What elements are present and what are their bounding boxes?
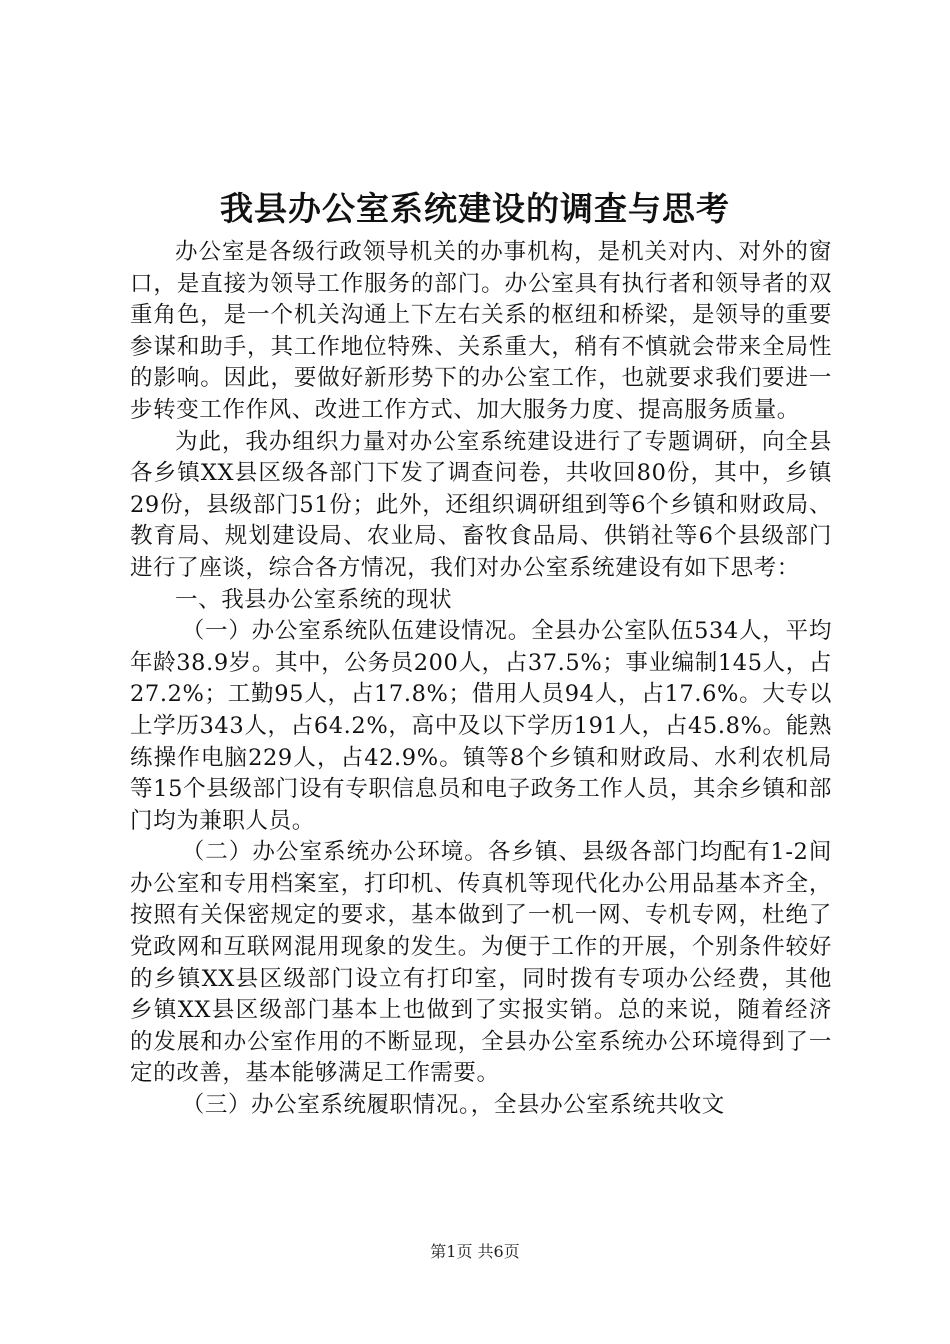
- paragraph-office-environment: （二）办公室系统办公环境。各乡镇、县级各部门均配有1-2间办公室和专用档案室，打印机、传真机等现代化办公用品基本齐全，按照有关保密规定的要求，基本做到了一机一网、专机专网，杜绝了党政网和互联网混用现象的发生。为便于工作的开展，个别条件较好的乡镇XX县区级部门设立有打印室，同时拨有专项办公经费，其他乡镇XX县区级部门基本上也做到了实报实销。总的来说，随着经济的发展和办公室作用的不断显现，全县办公室系统办公环境得到了一定的改善，基本能够满足工作需要。: [130, 839, 832, 1087]
- paragraph-staff-status: （一）办公室系统队伍建设情况。全县办公室队伍534人，平均年龄38.9岁。其中，公务员200人，占37.5%；事业编制145人，占27.2%；工勤95人，占17.8%；借用人员94人，占17.6%。大专以上学历343人，占64.2%，高中及以下学历191人，占45.8%。能熟练操作电脑229人，占42.9%。镇等8个乡镇和财政局、水利农机局等15个县级部门设有专职信息员和电子政务工作人员，其余乡镇和部门均为兼职人员。: [130, 618, 832, 834]
- section-heading-current-status: 一、我县办公室系统的现状: [175, 586, 453, 613]
- document-body: [130, 237, 832, 1122]
- paragraph-duty-performance: （三）办公室系统履职情况。，全县办公室系统共收文: [181, 1092, 725, 1119]
- page-footer: 第1页 共6页: [430, 1242, 520, 1261]
- document-title: 我县办公室系统建设的调查与思考: [220, 189, 730, 228]
- paragraph-intro: 办公室是各级行政领导机关的办事机构，是机关对内、对外的窗口，是直接为领导工作服务的部门。办公室具有执行者和领导者的双重角色，是一个机关沟通上下左右关系的枢纽和桥梁，是领导的重要参谋和助手，其工作地位特殊、关系重大，稍有不慎就会带来全局性的影响。因此，要做好新形势下的办公室工作，也就要求我们要进一步转变工作作风、改进工作方式、加大服务力度、提高服务质量。: [130, 239, 832, 423]
- paragraph-survey: 为此，我办组织力量对办公室系统建设进行了专题调研，向全县各乡镇XX县区级各部门下发了调查问卷，共收回80份，其中，乡镇29份，县级部门51份；此外，还组织调研组到等6个乡镇和财政局、教育局、规划建设局、农业局、畜牧食品局、供销社等6个县级部门进行了座谈，综合各方情况，我们对办公室系统建设有如下思考：: [130, 428, 832, 581]
